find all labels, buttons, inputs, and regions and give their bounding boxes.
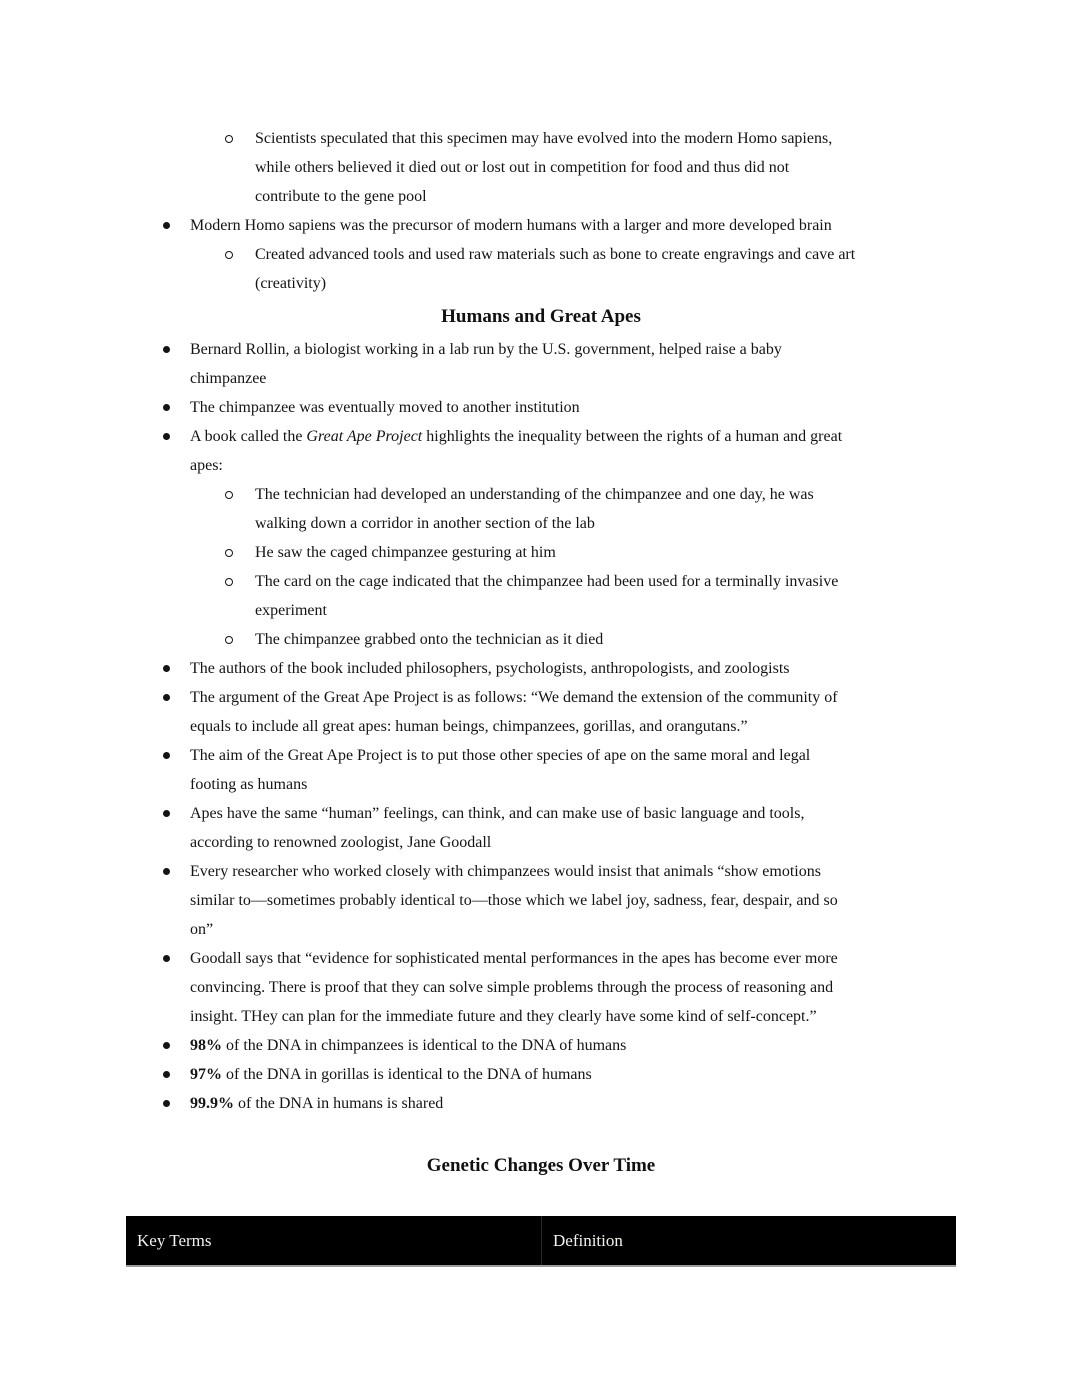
list-item-text (190, 422, 956, 480)
text-run: He saw the caged chimpanzee gesturing at him (255, 544, 556, 561)
text-line (255, 124, 956, 153)
text-line (190, 886, 956, 915)
table-header-cell-key-terms (126, 1216, 541, 1265)
text-run: chimpanzee (190, 370, 267, 387)
text-line (255, 480, 956, 509)
text-run: Created advanced tools and used raw materials such as bone to create engravings and cave art (255, 246, 856, 263)
sub-bullet-item (126, 567, 956, 625)
bullet-circle-icon (225, 135, 233, 143)
text-run: walking down a corridor in another section of the lab (255, 515, 595, 532)
text-line (190, 683, 956, 712)
text-run: Modern Homo sapiens was the precursor of modern humans with a larger and more developed brain (190, 217, 832, 234)
text-run: of the DNA in gorillas is identical to the DNA of humans (222, 1066, 592, 1083)
text-line (190, 712, 956, 741)
text-line (255, 509, 956, 538)
list-item-text (190, 393, 956, 422)
sub-bullet-item (126, 124, 956, 211)
text-run: while others believed it died out or lost out in competition for food and thus did not (255, 159, 790, 176)
text-run: Scientists speculated that this specimen may have evolved into the modern Homo sapiens, (255, 130, 833, 147)
list-item-text (190, 799, 956, 857)
list-item-text (190, 654, 956, 683)
bullet-item (126, 1089, 956, 1118)
text-run: 98% (190, 1037, 222, 1054)
text-run: (creativity) (255, 275, 327, 292)
text-run: The aim of the Great Ape Project is to put those other species of ape on the same moral and legal (190, 747, 811, 764)
text-line (190, 364, 956, 393)
list-item-text (255, 124, 956, 211)
list-item-text (190, 741, 956, 799)
bullet-item (126, 857, 956, 944)
text-line (190, 1060, 956, 1089)
list-item-text (255, 625, 956, 654)
sub-bullet-item (126, 538, 956, 567)
list-item-text (190, 1060, 956, 1089)
bullet-circle-icon (225, 251, 233, 259)
text-line (190, 973, 956, 1002)
text-run: according to renowned zoologist, Jane Goodall (190, 834, 492, 851)
text-line (255, 182, 956, 211)
list-item-text (255, 480, 956, 538)
text-line (255, 596, 956, 625)
text-line (190, 1031, 956, 1060)
text-line (190, 211, 956, 240)
text-run: experiment (255, 602, 327, 619)
list-item-text (190, 857, 956, 944)
text-line (190, 451, 956, 480)
text-run: contribute to the gene pool (255, 188, 427, 205)
section-heading: Genetic Changes Over Time (426, 1155, 656, 1176)
bullet-item (126, 944, 956, 1031)
bullet-disc-icon (163, 433, 170, 440)
text-run: 99.9% (190, 1095, 234, 1112)
text-run: Apes have the same “human” feelings, can think, and can make use of basic language and tools, (190, 805, 805, 822)
document-body (126, 124, 956, 1184)
list-item-text (255, 240, 956, 298)
key-terms-header-label: Key Terms (137, 1230, 212, 1250)
text-run: footing as humans (190, 776, 308, 793)
text-line (255, 153, 956, 182)
text-run: insight. THey can plan for the immediate future and they clearly have some kind of self-concept.” (190, 1008, 817, 1025)
text-line (190, 393, 956, 422)
bullet-circle-icon (225, 549, 233, 557)
text-line (255, 567, 956, 596)
sub-bullet-item (126, 625, 956, 654)
bullet-item (126, 1031, 956, 1060)
text-line (190, 1089, 956, 1118)
bullet-disc-icon (163, 694, 170, 701)
bullet-disc-icon (163, 752, 170, 759)
bullet-disc-icon (163, 868, 170, 875)
text-run: on” (190, 921, 214, 938)
text-run: The technician had developed an understanding of the chimpanzee and one day, he was (255, 486, 814, 503)
bullet-disc-icon (163, 404, 170, 411)
bullet-item (126, 335, 956, 393)
sub-bullet-item (126, 240, 956, 298)
bullet-item (126, 654, 956, 683)
text-line (190, 770, 956, 799)
text-run: A book called the (190, 428, 307, 445)
bullet-disc-icon (163, 1100, 170, 1107)
sub-bullet-item (126, 480, 956, 538)
list-item-text (190, 1089, 956, 1118)
bullet-item (126, 1060, 956, 1089)
text-run: Goodall says that “evidence for sophisticated mental performances in the apes has become ever more (190, 950, 838, 967)
bullet-item (126, 741, 956, 799)
text-run: of the DNA in chimpanzees is identical to the DNA of humans (222, 1037, 627, 1054)
text-line (190, 654, 956, 683)
bullet-item (126, 393, 956, 422)
bullet-disc-icon (163, 1071, 170, 1078)
bullet-circle-icon (225, 636, 233, 644)
text-run: Bernard Rollin, a biologist working in a lab run by the U.S. government, helped raise a baby (190, 341, 782, 358)
bullet-disc-icon (163, 346, 170, 353)
list-item-text (190, 944, 956, 1031)
text-run: The card on the cage indicated that the chimpanzee had been used for a terminally invasive (255, 573, 839, 590)
section-heading: Humans and Great Apes (441, 306, 641, 327)
list-item-text (190, 335, 956, 393)
text-line (255, 538, 956, 567)
list-item-text (190, 211, 956, 240)
text-run: equals to include all great apes: human beings, chimpanzees, gorillas, and orangutans.” (190, 718, 748, 735)
bullet-disc-icon (163, 665, 170, 672)
text-run: convincing. There is proof that they can solve simple problems through the process of reasoning and (190, 979, 834, 996)
text-run: The chimpanzee grabbed onto the technician as it died (255, 631, 604, 648)
bullet-item (126, 422, 956, 480)
text-line (255, 240, 956, 269)
list-item-text (190, 1031, 956, 1060)
bullet-item (126, 799, 956, 857)
text-line (190, 944, 956, 973)
bullet-disc-icon (163, 955, 170, 962)
bullet-disc-icon (163, 1042, 170, 1049)
text-line (255, 269, 956, 298)
text-run: The chimpanzee was eventually moved to another institution (190, 399, 580, 416)
list-item-text (255, 538, 956, 567)
text-run: The argument of the Great Ape Project is as follows: “We demand the extension of the community of (190, 689, 838, 706)
text-run: The authors of the book included philosophers, psychologists, anthropologists, and zoologists (190, 660, 790, 677)
text-line (255, 625, 956, 654)
key-terms-table-header-row (126, 1216, 956, 1267)
text-line (190, 335, 956, 364)
text-line (190, 1002, 956, 1031)
text-line (190, 915, 956, 944)
bullet-disc-icon (163, 222, 170, 229)
text-run: highlights the inequality between the rights of a human and great (422, 428, 843, 445)
blank-line (126, 1118, 956, 1147)
text-line (190, 422, 956, 451)
list-item-text (255, 567, 956, 625)
text-run: 97% (190, 1066, 222, 1083)
list-item-text (190, 683, 956, 741)
text-line (190, 741, 956, 770)
text-run: Every researcher who worked closely with chimpanzees would insist that animals “show emotions (190, 863, 821, 880)
text-run: similar to—sometimes probably identical to—those which we label joy, sadness, fear, despair, and so (190, 892, 838, 909)
text-run: of the DNA in humans is shared (234, 1095, 444, 1112)
text-run: apes: (190, 457, 223, 474)
text-run: Great Ape Project (306, 428, 423, 445)
text-line (190, 828, 956, 857)
bullet-item (126, 211, 956, 240)
bullet-circle-icon (225, 578, 233, 586)
bullet-circle-icon (225, 491, 233, 499)
definition-header-label: Definition (553, 1230, 623, 1250)
text-line (190, 799, 956, 828)
bullet-disc-icon (163, 810, 170, 817)
text-line (190, 857, 956, 886)
table-header-cell-definition (541, 1216, 956, 1265)
bullet-item (126, 683, 956, 741)
